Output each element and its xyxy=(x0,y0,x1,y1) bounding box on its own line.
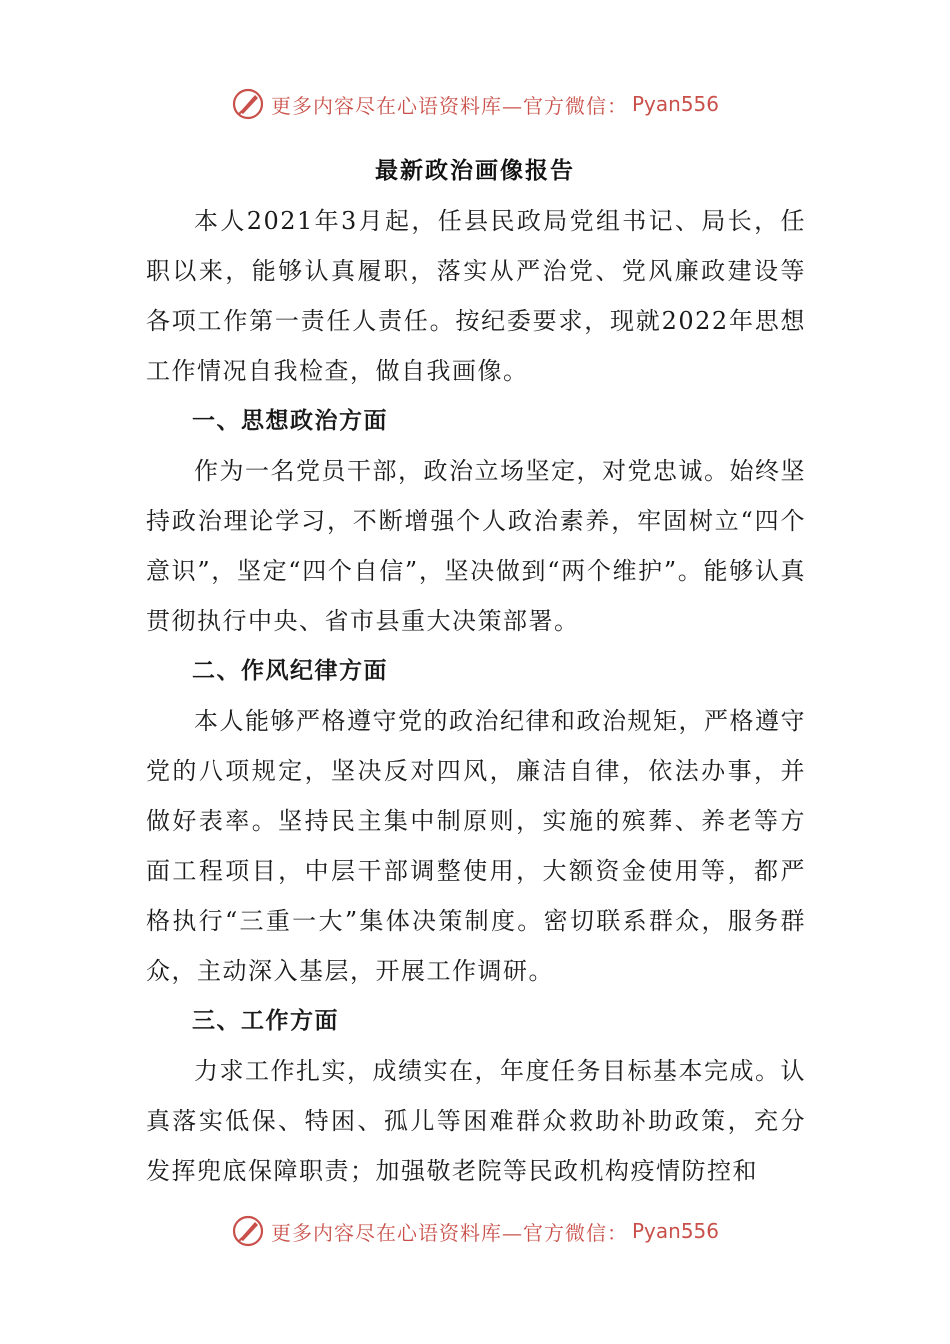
document-title: 最新政治画像报告 xyxy=(375,158,575,184)
section-heading-1: 一、思想政治方面 xyxy=(192,408,388,434)
document-body xyxy=(146,196,806,1196)
section-paragraph-3: 力求工作扎实，成绩实在，年度任务目标基本完成。认真落实低保、特困、孤儿等困难群众救助补助政策，充分发挥兜底保障职责；加强敬老院等民政机构疫情防控和 xyxy=(146,1057,806,1185)
quill-logo-icon xyxy=(231,1214,265,1248)
section-paragraph-2: 本人能够严格遵守党的政治纪律和政治规矩，严格遵守党的八项规定，坚决反对四风，廉洁自律，依法办事，并做好表率。坚持民主集中制原则，实施的殡葬、养老等方面工程项目，中层干部调整使用，大额资金使用等，都严格执行“三重一大”集体决策制度。密切联系群众，服务群众，主动深入基层，开展工作调研。 xyxy=(146,707,806,985)
watermark-text: 更多内容尽在心语资料库—官方微信： xyxy=(270,1220,628,1245)
watermark-wechat-id: Pyan556 xyxy=(631,92,719,116)
watermark-footer xyxy=(0,1211,950,1251)
intro-paragraph: 本人2021年3月起，任县民政局党组书记、局长，任职以来，能够认真履职，落实从严治党、党风廉政建设等各项工作第一责任人责任。按纪委要求，现就2022年思想工作情况自我检查，做自我画像。 xyxy=(146,207,806,385)
watermark-wechat-id: Pyan556 xyxy=(631,1219,719,1243)
watermark-header xyxy=(0,84,950,124)
quill-logo-icon xyxy=(231,87,265,121)
section-heading-3: 三、工作方面 xyxy=(192,1008,339,1034)
watermark-text: 更多内容尽在心语资料库—官方微信： xyxy=(270,93,628,118)
section-paragraph-1: 作为一名党员干部，政治立场坚定，对党忠诚。始终坚持政治理论学习，不断增强个人政治素养，牢固树立“四个意识”，坚定“四个自信”，坚决做到“两个维护”。能够认真贯彻执行中央、省市县重大决策部署。 xyxy=(146,457,806,635)
section-heading-2: 二、作风纪律方面 xyxy=(192,658,388,684)
